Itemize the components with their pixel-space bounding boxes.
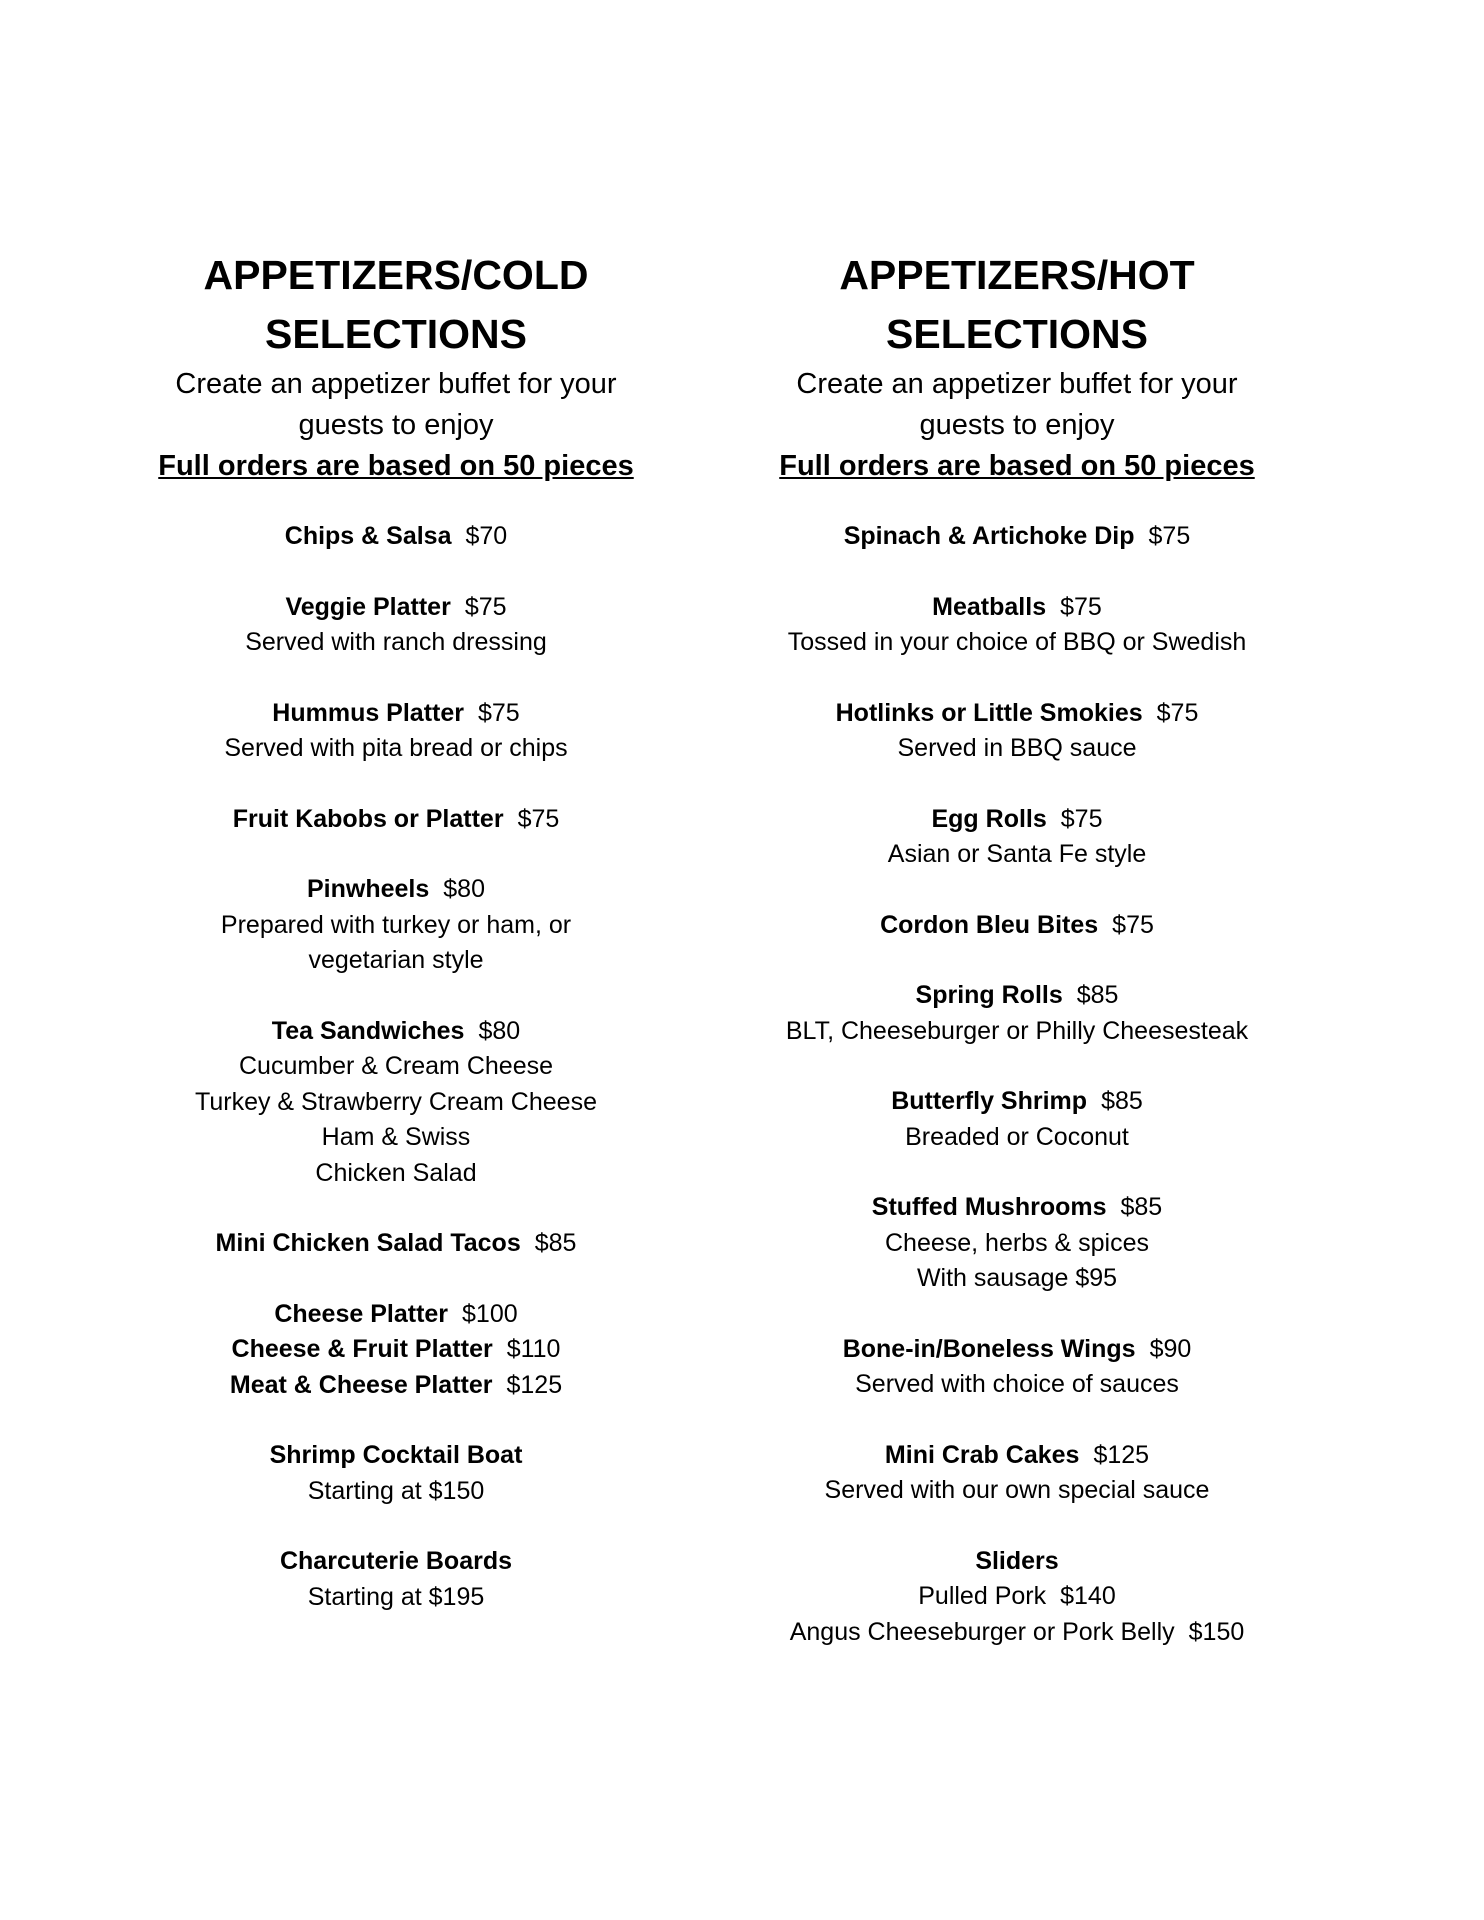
- menu-item-name: Mini Crab Cakes: [884, 1440, 1080, 1469]
- menu-item: [747, 1084, 1287, 1155]
- menu-item-heading: [747, 1084, 1287, 1120]
- menu-item-heading: [747, 519, 1287, 555]
- menu-item-heading: [126, 1438, 666, 1474]
- hot-subtitle-line1: Create an appetizer buffet for your: [796, 368, 1238, 400]
- menu-item-description: Cucumber & Cream Cheese: [238, 1052, 553, 1080]
- menu-item: [747, 519, 1287, 555]
- cold-title-line1: APPETIZERS/COLD: [203, 252, 589, 298]
- menu-item-price: $75: [1060, 804, 1103, 833]
- menu-item-price: $100: [462, 1299, 518, 1328]
- menu-item: [747, 1332, 1287, 1403]
- cold-order-note: Full orders are based on 50 pieces: [158, 450, 634, 482]
- menu-item-option: [747, 1579, 1287, 1615]
- menu-item-name: Butterfly Shrimp: [891, 1087, 1088, 1115]
- menu-item: [126, 802, 666, 838]
- menu-item-price: $75: [1148, 522, 1191, 550]
- hot-title-line2: SELECTIONS: [886, 311, 1148, 357]
- cold-subtitle-line1: Create an appetizer buffet for your: [175, 368, 617, 400]
- menu-item-price: $80: [478, 1016, 521, 1045]
- menu-item-heading: [126, 1226, 666, 1262]
- menu-item-heading: [747, 1544, 1287, 1580]
- hot-items-list: [747, 519, 1287, 1650]
- menu-item-description: Turkey & Strawberry Cream Cheese: [195, 1087, 597, 1116]
- menu-item-heading: [747, 1332, 1287, 1368]
- menu-item-name: Fruit Kabobs or Platter: [232, 804, 504, 833]
- menu-item: [126, 1014, 666, 1192]
- menu-item-heading: [747, 1190, 1287, 1226]
- menu-item-price: $80: [443, 875, 485, 903]
- menu-item: [126, 872, 666, 979]
- menu-item-price: $75: [1156, 698, 1199, 727]
- menu-item-heading: [126, 1014, 666, 1050]
- menu-item-heading: [126, 802, 666, 838]
- menu-item-price: $85: [1120, 1193, 1163, 1221]
- menu-item-name: Meat & Cheese Platter: [229, 1370, 493, 1399]
- menu-item-description: Cheese, herbs & spices: [884, 1228, 1150, 1257]
- menu-item-heading: [747, 696, 1287, 732]
- menu-item-price: $85: [1101, 1087, 1143, 1115]
- menu-item-description: Tossed in your choice of BBQ or Swedish: [787, 628, 1247, 656]
- menu-item-name: Mini Chicken Salad Tacos: [215, 1229, 521, 1257]
- cold-title-line2: SELECTIONS: [265, 311, 527, 357]
- cold-items-list: [126, 519, 666, 1615]
- menu-item: [126, 1544, 666, 1615]
- menu-item-heading: [747, 802, 1287, 838]
- menu-item-heading: [126, 696, 666, 732]
- menu-item-price: $85: [1076, 981, 1119, 1009]
- menu-item-price: $75: [464, 592, 507, 621]
- menu-item: [747, 1190, 1287, 1297]
- menu-item-description: BLT, Cheeseburger or Philly Cheesesteak: [785, 1016, 1249, 1045]
- cold-subtitle-line2: guests to enjoy: [298, 409, 494, 441]
- menu-item-name: Cheese & Fruit Platter: [231, 1335, 493, 1363]
- menu-item-name: Tea Sandwiches: [271, 1016, 465, 1045]
- menu-item-price: $75: [478, 698, 520, 727]
- menu-item: [126, 1226, 666, 1262]
- cold-selections-column: [126, 246, 666, 1650]
- menu-item-heading: [126, 1368, 666, 1404]
- menu-item-option-price: $140: [1060, 1582, 1116, 1610]
- menu-item-description: Chicken Salad: [315, 1158, 477, 1187]
- menu-item-name: Shrimp Cocktail Boat: [269, 1441, 523, 1469]
- hot-title-line1: APPETIZERS/HOT: [839, 252, 1195, 298]
- menu-item: [126, 696, 666, 767]
- menu-item: [126, 1438, 666, 1509]
- menu-item: [747, 1438, 1287, 1509]
- menu-item: [747, 1544, 1287, 1651]
- menu-item-heading: [126, 1332, 666, 1368]
- menu-item-description: Ham & Swiss: [321, 1123, 471, 1151]
- menu-item: [747, 696, 1287, 767]
- menu-item-description: With sausage $95: [916, 1264, 1118, 1292]
- menu-item-price: $90: [1149, 1334, 1192, 1363]
- menu-item-price: $110: [506, 1335, 561, 1363]
- hot-selections-column: [747, 246, 1287, 1685]
- menu-item-description: Served with pita bread or chips: [224, 734, 568, 762]
- menu-item-name: Stuffed Mushrooms: [871, 1193, 1107, 1221]
- menu-item-description: vegetarian style: [308, 946, 484, 974]
- menu-item-option-name: Pulled Pork: [918, 1582, 1047, 1610]
- menu-item-description: Prepared with turkey or ham, or: [220, 910, 572, 939]
- menu-item-price: $75: [517, 804, 560, 833]
- menu-item-description: Served with choice of sauces: [855, 1370, 1179, 1398]
- menu-item-option: [747, 1615, 1287, 1651]
- menu-item-description: Starting at $150: [307, 1476, 485, 1505]
- hot-subtitle-line2: guests to enjoy: [919, 409, 1115, 441]
- menu-item-name: Bone-in/Boneless Wings: [842, 1334, 1136, 1363]
- menu-item: [747, 978, 1287, 1049]
- menu-item-name: Charcuterie Boards: [279, 1547, 513, 1575]
- menu-item: [747, 908, 1287, 944]
- menu-item-description: Starting at $195: [307, 1582, 485, 1611]
- menu-item-name: Cheese Platter: [274, 1299, 449, 1328]
- menu-item-description: Breaded or Coconut: [905, 1122, 1129, 1151]
- menu-item-name: Egg Rolls: [931, 804, 1047, 833]
- hot-order-note: Full orders are based on 50 pieces: [779, 450, 1255, 482]
- menu-item-heading: [126, 1297, 666, 1333]
- menu-item: [126, 519, 666, 555]
- menu-item-description: Asian or Santa Fe style: [887, 840, 1147, 868]
- menu-item-name: Hummus Platter: [272, 698, 464, 727]
- menu-item-heading: [126, 590, 666, 626]
- menu-item-description: Served with our own special sauce: [824, 1476, 1210, 1504]
- menu-item-heading: [747, 978, 1287, 1014]
- menu-item: [747, 590, 1287, 661]
- menu-item-heading: [747, 590, 1287, 626]
- menu-item-name: Chips & Salsa: [284, 522, 452, 550]
- menu-item-name: Hotlinks or Little Smokies: [835, 698, 1143, 727]
- menu-item-name: Cordon Bleu Bites: [880, 910, 1099, 939]
- menu-item-option-price: $150: [1188, 1617, 1245, 1646]
- menu-item: [126, 590, 666, 661]
- menu-item-heading: [126, 872, 666, 908]
- menu-item-price: $70: [465, 522, 508, 550]
- menu-item: [126, 1297, 666, 1404]
- menu-item-name: Spring Rolls: [915, 981, 1063, 1009]
- menu-item-price: $125: [1093, 1440, 1150, 1469]
- menu-item: [747, 802, 1287, 873]
- menu-item-heading: [126, 519, 666, 555]
- menu-item-name: Meatballs: [932, 592, 1047, 621]
- menu-item-price: $75: [1112, 910, 1154, 939]
- menu-item-option-name: Angus Cheeseburger or Pork Belly: [789, 1617, 1175, 1646]
- menu-item-price: $75: [1060, 592, 1102, 621]
- menu-item-price: $85: [534, 1229, 577, 1257]
- menu-item-heading: [126, 1544, 666, 1580]
- menu-item-heading: [747, 908, 1287, 944]
- menu-item-description: Served in BBQ sauce: [897, 734, 1137, 762]
- menu-item-name: Pinwheels: [307, 875, 430, 903]
- menu-item-name: Sliders: [975, 1546, 1059, 1575]
- menu-item-price: $125: [506, 1370, 563, 1399]
- menu-item-heading: [747, 1438, 1287, 1474]
- menu-item-name: Spinach & Artichoke Dip: [843, 522, 1135, 550]
- menu-item-name: Veggie Platter: [285, 592, 451, 621]
- menu-item-description: Served with ranch dressing: [245, 628, 547, 656]
